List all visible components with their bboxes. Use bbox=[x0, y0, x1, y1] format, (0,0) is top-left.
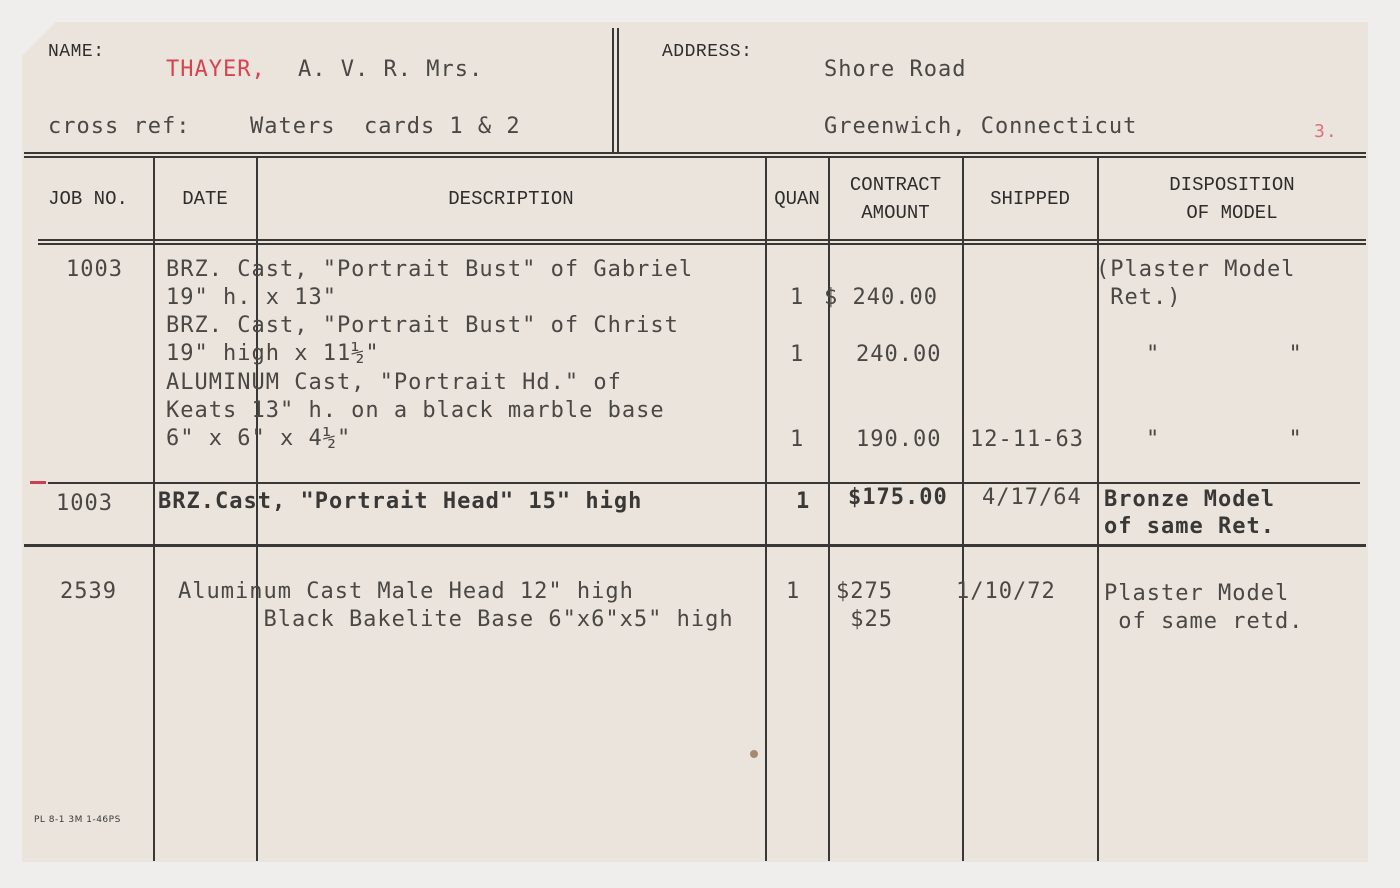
entry-2-disposition: Bronze Model of same Ret. bbox=[1104, 487, 1275, 539]
entry-3-quantity: 1 bbox=[786, 579, 801, 604]
entry-2-description: BRZ.Cast, "Portrait Head" 15" high bbox=[158, 489, 643, 514]
name-surname: THAYER, bbox=[166, 57, 266, 82]
entry-1-item-3-description: ALUMINUM Cast, "Portrait Hd." of Keats 13" h. on a black marble base 6" x 6" x 4½" bbox=[166, 370, 665, 451]
entry-3-shipped: 1/10/72 bbox=[956, 579, 1056, 604]
entry-1-item-3-shipped: 12-11-63 bbox=[970, 427, 1084, 452]
ink-dot bbox=[750, 750, 758, 758]
address-line-2: Greenwich, Connecticut bbox=[824, 114, 1138, 139]
col-header-quan: QUAN bbox=[774, 188, 820, 210]
entry-1-item-3-amount: 190.00 bbox=[856, 427, 942, 452]
entry-2-shipped: 4/17/64 bbox=[982, 485, 1082, 510]
column-rule bbox=[765, 157, 767, 861]
entry-1-item-3-disposition: " " bbox=[1146, 427, 1303, 452]
rule bbox=[24, 156, 1366, 158]
entry-1-item-3-quantity: 1 bbox=[790, 427, 805, 452]
address-line-1: Shore Road bbox=[824, 57, 967, 82]
entry-3-description: Aluminum Cast Male Head 12" high Black Bakelite Base 6"x6"x5" high bbox=[178, 579, 734, 632]
crossref-value: Waters cards 1 & 2 bbox=[250, 114, 521, 139]
rule bbox=[24, 544, 1366, 547]
col-header-disposition: DISPOSITION OF MODEL bbox=[1169, 174, 1295, 224]
col-header-job-no: JOB NO. bbox=[48, 188, 128, 210]
rule bbox=[38, 243, 1366, 245]
entry-1-item-2-quantity: 1 bbox=[790, 342, 805, 367]
address-label: ADDRESS: bbox=[662, 42, 753, 62]
column-rule bbox=[153, 157, 155, 861]
crossref-label: cross ref: bbox=[48, 114, 191, 139]
entry-2-quantity: 1 bbox=[796, 489, 811, 514]
entry-1-item-1-amount: $ 240.00 bbox=[824, 285, 938, 310]
entry-1-item-2-amount: 240.00 bbox=[856, 342, 942, 367]
header-divider-2 bbox=[617, 28, 619, 152]
entry-3-disposition: Plaster Model of same retd. bbox=[1104, 581, 1304, 634]
entry-2-amount: $175.00 bbox=[848, 485, 948, 510]
entry-1-item-1-description: BRZ. Cast, "Portrait Bust" of Gabriel 19" h. x 13" bbox=[166, 257, 694, 310]
entry-2-job-no: 1003 bbox=[56, 491, 113, 516]
name-rest: A. V. R. Mrs. bbox=[298, 57, 484, 82]
col-header-shipped: SHIPPED bbox=[990, 188, 1070, 210]
entry-1-item-2-disposition: " " bbox=[1146, 342, 1303, 367]
col-header-description: DESCRIPTION bbox=[448, 188, 574, 210]
rule bbox=[24, 152, 1366, 154]
col-header-contract-amount: CONTRACT AMOUNT bbox=[849, 174, 942, 224]
entry-3-amount: $275 $25 bbox=[836, 579, 893, 632]
column-rule bbox=[828, 157, 830, 861]
entry-3-job-no: 2539 bbox=[60, 579, 117, 604]
column-rule bbox=[962, 157, 964, 861]
entry-1-item-1-disposition: (Plaster Model Ret.) bbox=[1096, 257, 1296, 310]
entry-1-job-no: 1003 bbox=[66, 257, 123, 282]
print-code: PL 8-1 3M 1-46PS bbox=[34, 815, 121, 825]
red-mark bbox=[30, 481, 46, 484]
header-divider-1 bbox=[612, 28, 614, 152]
col-header-date: DATE bbox=[182, 188, 228, 210]
rule bbox=[48, 482, 1360, 484]
card-number: 3. bbox=[1314, 121, 1338, 142]
entry-1-item-2-description: BRZ. Cast, "Portrait Bust" of Christ 19" high x 11½" bbox=[166, 313, 679, 366]
name-label: NAME: bbox=[48, 42, 105, 62]
rule bbox=[38, 239, 1366, 241]
entry-1-item-1-quantity: 1 bbox=[790, 285, 805, 310]
